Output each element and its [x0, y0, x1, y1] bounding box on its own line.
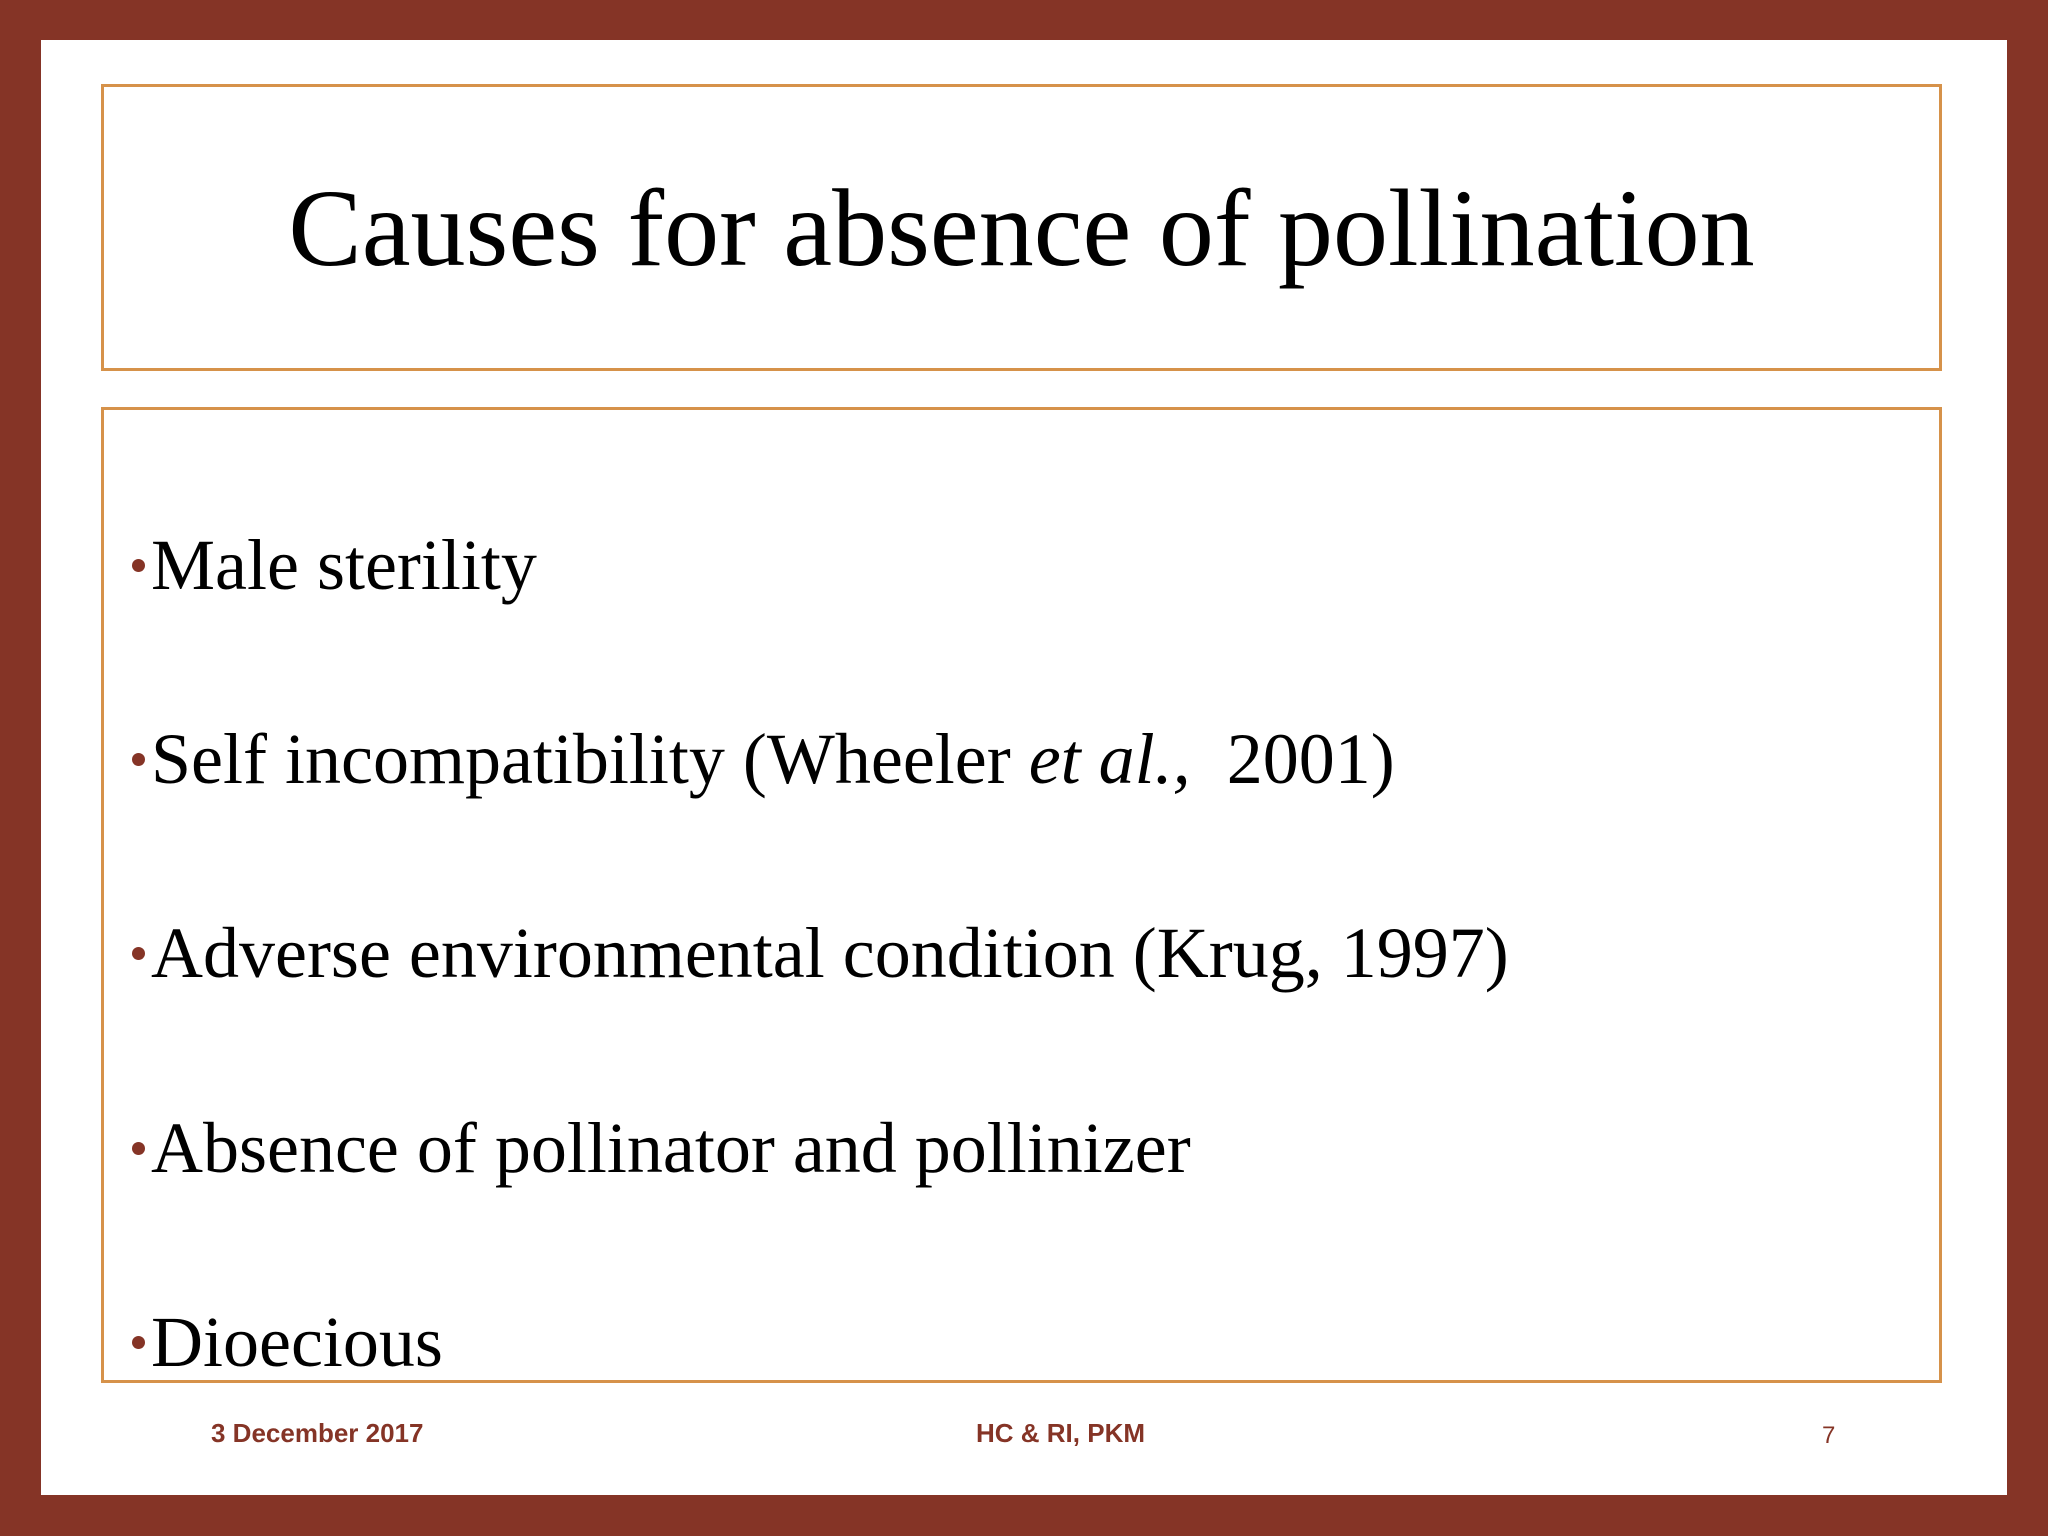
footer-center-text: HC & RI, PKM	[976, 1418, 1145, 1448]
bullet-dot-icon	[132, 753, 145, 766]
bullet-text: Male sterility	[151, 525, 537, 605]
bullet-text: Dioecious	[151, 1302, 443, 1382]
bullet-item	[132, 714, 1395, 804]
bullet-item	[132, 1297, 443, 1387]
slide-number: 7	[1822, 1422, 1836, 1449]
title-box	[101, 84, 1942, 371]
bullet-text: Adverse environmental condition (Krug, 1997)	[151, 913, 1509, 993]
bullet-text: Absence of pollinator and pollinizer	[151, 1108, 1191, 1188]
bullet-text-italic: et al.,	[1028, 719, 1191, 799]
content-box	[101, 407, 1942, 1383]
bullet-dot-icon	[132, 1336, 145, 1349]
bullet-text	[151, 719, 1395, 799]
bullet-item	[132, 1103, 1191, 1193]
bullet-dot-icon	[132, 559, 145, 572]
bullet-text-pre: Self incompatibility (Wheeler	[151, 719, 1029, 799]
bullet-text-post: 2001)	[1190, 719, 1395, 799]
bullet-item	[132, 908, 1509, 998]
slide-title: Causes for absence of pollination	[288, 166, 1755, 289]
bullet-dot-icon	[132, 947, 145, 960]
bullet-dot-icon	[132, 1142, 145, 1155]
slide	[41, 40, 2007, 1495]
bullet-item	[132, 520, 537, 610]
footer-date: 3 December 2017	[211, 1418, 424, 1448]
